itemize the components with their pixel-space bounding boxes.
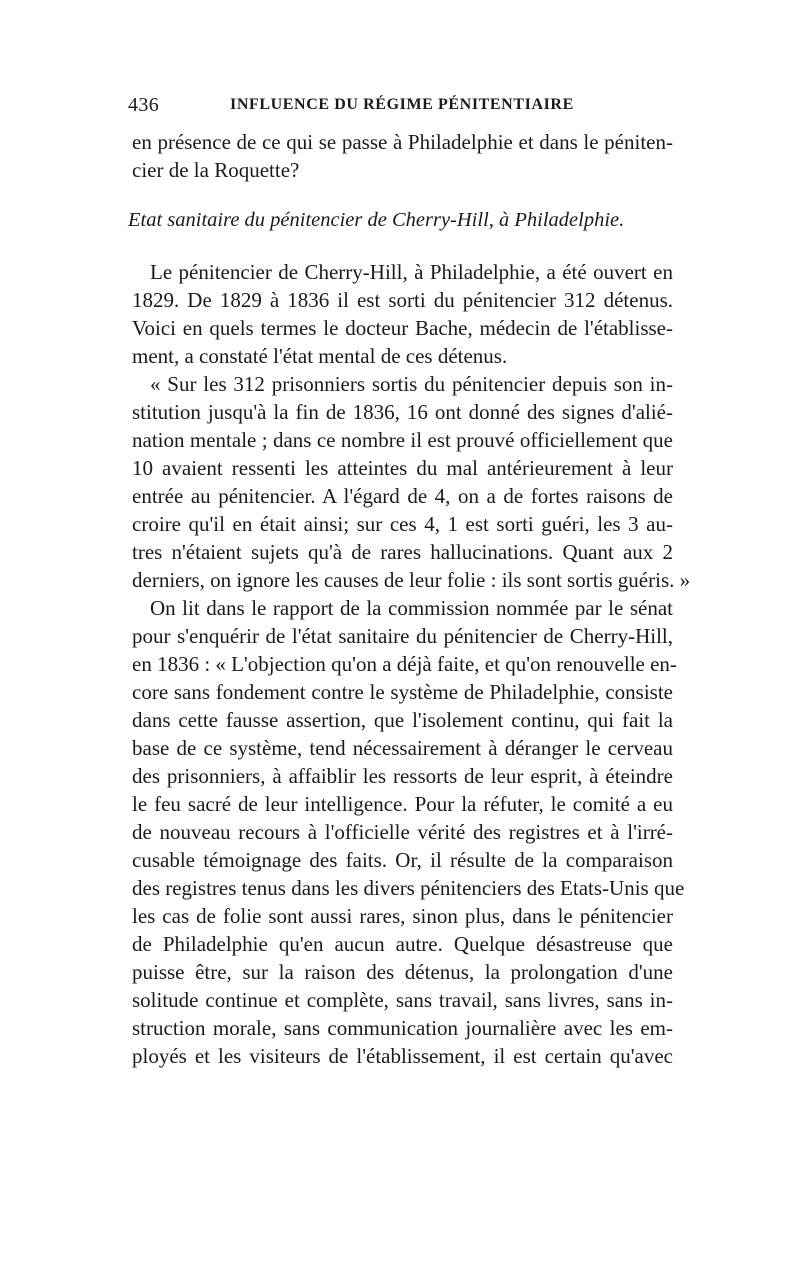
text-line: On lit dans le rapport de la commission nommée par le sénat — [150, 596, 673, 620]
text-line: stitution jusqu'à la fin de 1836, 16 ont donné des signes d'alié- — [132, 400, 673, 424]
text-line: Voici en quels termes le docteur Bache, médecin de l'établisse- — [132, 316, 673, 340]
page-header — [128, 94, 673, 118]
text-line: tres n'étaient sujets qu'à de rares hallucinations. Quant aux 2 — [132, 540, 673, 564]
text-line: entrée au pénitencier. A l'égard de 4, on a de fortes raisons de — [132, 484, 673, 508]
text-line: struction morale, sans communication journalière avec les em- — [132, 1016, 673, 1040]
text-line: de Philadelphie qu'en aucun autre. Quelque désastreuse que — [132, 932, 673, 956]
text-line: cier de la Roquette? — [132, 158, 300, 182]
section-title: Etat sanitaire du pénitencier de Cherry-Hill, à Philadelphie. — [128, 209, 625, 231]
text-line: des registres tenus dans les divers pénitenciers des Etats-Unis que — [132, 876, 685, 900]
page-number: 436 — [128, 94, 160, 116]
text-line: le feu sacré de leur intelligence. Pour la réfuter, le comité a eu — [132, 792, 673, 816]
text-line: « Sur les 312 prisonniers sortis du pénitencier depuis son in- — [150, 372, 673, 396]
text-line: dans cette fausse assertion, que l'isolement continu, qui fait la — [132, 708, 673, 732]
text-line: des prisonniers, à affaiblir les ressorts de leur esprit, à éteindre — [132, 764, 673, 788]
text-line: de nouveau recours à l'officielle vérité des registres et à l'irré- — [132, 820, 673, 844]
text-line: ment, a constaté l'état mental de ces détenus. — [132, 344, 508, 368]
text-line: en présence de ce qui se passe à Philadelphie et dans le péniten- — [132, 130, 673, 154]
text-line: 1829. De 1829 à 1836 il est sorti du pénitencier 312 détenus. — [132, 288, 673, 312]
text-line: core sans fondement contre le système de Philadelphie, consiste — [132, 680, 673, 704]
text-line: cusable témoignage des faits. Or, il résulte de la comparaison — [132, 848, 673, 872]
text-line: derniers, on ignore les causes de leur folie : ils sont sortis guéris. » — [132, 568, 691, 592]
text-line: solitude continue et complète, sans travail, sans livres, sans in- — [132, 988, 673, 1012]
text-line: base de ce système, tend nécessairement à déranger le cerveau — [132, 736, 673, 760]
text-line: nation mentale ; dans ce nombre il est prouvé officiellement que — [132, 428, 673, 452]
text-line: en 1836 : « L'objection qu'on a déjà faite, et qu'on renouvelle en- — [132, 652, 677, 676]
text-line: ployés et les visiteurs de l'établissement, il est certain qu'avec — [132, 1044, 673, 1068]
text-line: Le pénitencier de Cherry-Hill, à Philadelphie, a été ouvert en — [150, 260, 673, 284]
running-head: INFLUENCE DU RÉGIME PÉNITENTIAIRE — [230, 96, 574, 113]
text-line: 10 avaient ressenti les atteintes du mal antérieurement à leur — [132, 456, 673, 480]
text-line: pour s'enquérir de l'état sanitaire du pénitencier de Cherry-Hill, — [132, 624, 673, 648]
text-line: croire qu'il en était ainsi; sur ces 4, 1 est sorti guéri, les 3 au- — [132, 512, 673, 536]
text-line: puisse être, sur la raison des détenus, la prolongation d'une — [132, 960, 673, 984]
text-line: les cas de folie sont aussi rares, sinon plus, dans le pénitencier — [132, 904, 673, 928]
